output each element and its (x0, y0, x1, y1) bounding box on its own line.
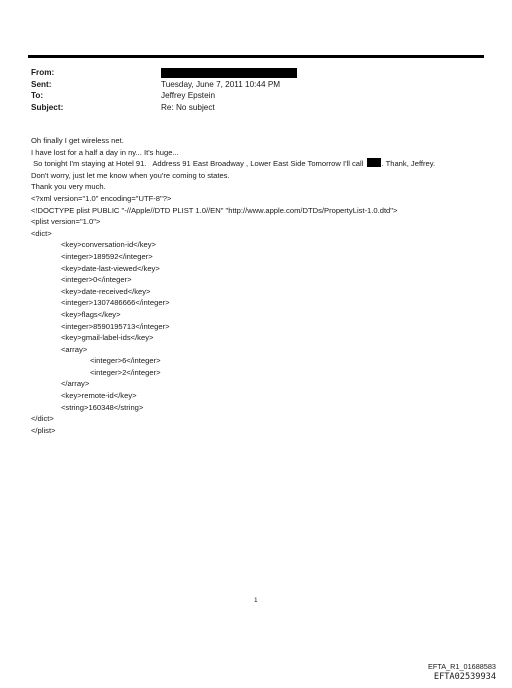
xml-line: <!DOCTYPE plist PUBLIC "-//Apple//DTD PLIST 1.0//EN" "http://www.apple.com/DTDs/PropertyList-1.0.dtd"> (31, 205, 398, 215)
xml-line: <integer>189592</integer> (61, 251, 153, 261)
to-label: To: (31, 91, 44, 100)
email-body (31, 135, 491, 436)
bates-number: EFTA02539934 (433, 672, 496, 682)
message-line: I have lost for a half a day in ny... It's huge... (31, 147, 179, 157)
xml-line: <key>remote-id</key> (61, 391, 137, 401)
xml-line: <?xml version="1.0" encoding="UTF-8"?> (31, 193, 172, 203)
xml-line: <integer>8590195713</integer> (61, 321, 170, 331)
inline-redaction-bar (367, 158, 381, 167)
email-header (31, 67, 481, 113)
xml-line: </array> (61, 379, 90, 389)
xml-line: <integer>2</integer> (90, 367, 161, 377)
subject-row (31, 102, 481, 114)
page-number: 1 (254, 597, 258, 604)
xml-line: <integer>6</integer> (90, 356, 161, 366)
message-line: Don't worry, just let me know when you're coming to states. (31, 170, 230, 180)
message-line-text: So tonight I'm staying at Hotel 91. Address 91 East Broadway , Lower East Side Tomorrow I'll call (31, 159, 366, 169)
message-line: Oh finally I get wireless net. (31, 136, 124, 145)
to-value: Jeffrey Epstein (161, 91, 216, 100)
xml-line: <integer>0</integer> (61, 275, 132, 285)
from-row (31, 67, 481, 79)
subject-label: Subject: (31, 102, 64, 112)
xml-line: <key>flags</key> (61, 309, 121, 319)
xml-line: <string>160348</string> (61, 402, 144, 412)
to-row (31, 90, 481, 102)
sent-label: Sent: (31, 79, 52, 89)
subject-value: Re: No subject (161, 102, 215, 112)
xml-line: <integer>1307486666</integer> (61, 298, 170, 308)
sent-value: Tuesday, June 7, 2011 10:44 PM (161, 79, 281, 89)
sent-row (31, 79, 481, 91)
xml-line: <dict> (31, 228, 52, 238)
xml-line: <array> (61, 344, 88, 354)
xml-line: <key>date-last-viewed</key> (61, 263, 160, 273)
xml-line: <key>conversation-id</key> (61, 240, 156, 250)
message-line-with-redaction (31, 158, 491, 170)
bates-number-r1: EFTA_R1_01688583 (427, 662, 496, 671)
xml-line: <plist version="1.0"> (31, 217, 101, 227)
from-label: From: (31, 68, 55, 77)
xml-line: </plist> (31, 425, 56, 435)
message-line: Thank you very much. (31, 182, 106, 192)
xml-line: </dict> (31, 414, 54, 424)
xml-line: <key>gmail-label-ids</key> (61, 333, 154, 343)
message-line-text: . Thank, Jeffrey. (381, 159, 436, 169)
from-redaction-bar (161, 68, 297, 78)
xml-line: <key>date-received</key> (61, 286, 151, 296)
header-top-rule (28, 55, 484, 58)
